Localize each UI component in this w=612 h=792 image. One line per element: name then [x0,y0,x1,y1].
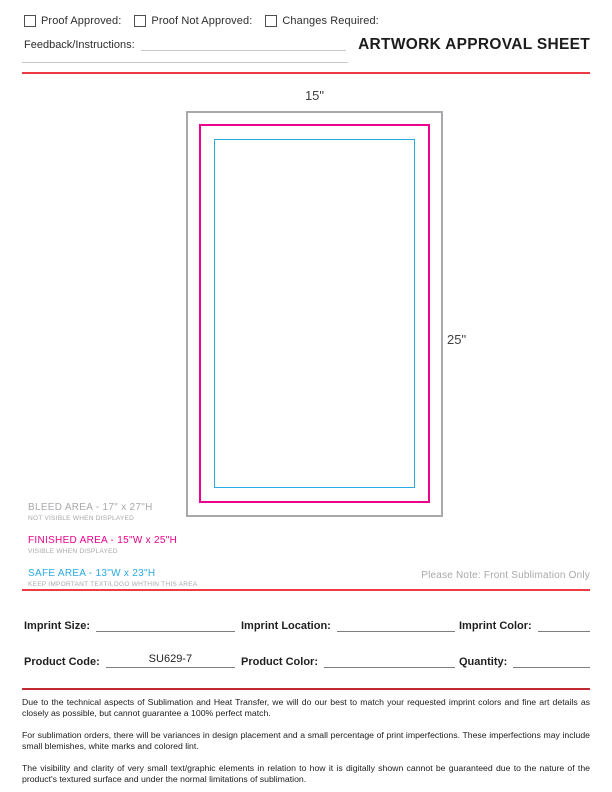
imprint-size-label: Imprint Size: [24,620,91,632]
disclaimer-paragraph-1: Due to the technical aspects of Sublimation and Heat Transfer, we will do our best to match your requested imprint colors and fine art details as closely as possible, but cannot guarantee a 100% perfect match. [22,697,590,718]
imprint-color-field [459,612,590,632]
legend-bleed [28,502,197,522]
bleed-area-rect [186,111,443,517]
imprint-size-input-line[interactable] [96,612,235,632]
sublimation-note: Please Note: Front Sublimation Only [421,570,590,581]
imprint-color-label: Imprint Color: [459,620,532,632]
product-color-field [241,648,455,668]
proof-not-approved-label: Proof Not Approved: [151,15,253,27]
legend-finished-title: FINISHED AREA - 15"W x 25"H [28,535,178,546]
approval-checkbox-row [24,15,379,27]
proof-approved-checkbox[interactable] [24,15,36,27]
imprint-color-input-line[interactable] [538,612,590,632]
proof-approved-group [24,15,121,27]
area-legend [28,502,197,601]
safe-area-rect [214,139,415,488]
quantity-input-line[interactable] [513,648,590,668]
height-dimension-label: 25" [447,332,467,347]
imprint-size-field [24,612,235,632]
product-code-input-line[interactable] [106,648,235,668]
width-dimension-label: 15" [304,88,325,103]
changes-required-label: Changes Required: [282,15,379,27]
proof-not-approved-checkbox[interactable] [134,15,146,27]
product-code-label: Product Code: [24,656,100,668]
legend-finished-subtitle: VISIBLE WHEN DISPLAYED [28,548,118,555]
disclaimer-paragraph-2: For sublimation orders, there will be variances in design placement and a small percentage of print imperfections. These imperfections may include small blemishes, white marks and colored lint. [22,730,590,751]
imprint-location-field [241,612,455,632]
legend-safe-subtitle: KEEP IMPORTANT TEXT/LOGO WHTHIN THIS AREA [28,581,198,588]
proof-not-approved-group [134,15,252,27]
header-divider [22,72,590,74]
page-title: ARTWORK APPROVAL SHEET [358,36,590,53]
changes-required-checkbox[interactable] [265,15,277,27]
disclaimer-section [22,697,590,792]
quantity-field [459,648,590,668]
form-divider [22,589,590,591]
changes-required-group [265,15,378,27]
proof-approved-label: Proof Approved: [41,15,122,27]
feedback-row [24,38,346,51]
legend-bleed-title: BLEED AREA - 17" x 27"H [28,502,153,513]
disclaimer-paragraph-3: The visibility and clarity of very small text/graphic elements in relation to how it is digitally shown cannot be guaranteed due to the nature of the product's textured surface and under the normal limitations of sublimation. [22,763,590,784]
quantity-label: Quantity: [459,656,508,668]
product-code-value: SU629-7 [148,653,193,665]
product-color-label: Product Color: [241,656,318,668]
product-color-input-line[interactable] [324,648,455,668]
imprint-location-label: Imprint Location: [241,620,331,632]
product-code-field [24,648,235,668]
feedback-input-line-1[interactable] [141,38,346,51]
legend-safe-title: SAFE AREA - 13"W x 23"H [28,568,156,579]
feedback-label: Feedback/Instructions: [24,39,135,51]
legend-safe [28,568,197,588]
legend-finished [28,535,197,555]
disclaimer-divider [22,688,590,690]
finished-area-rect [199,124,430,503]
imprint-location-input-line[interactable] [337,612,455,632]
legend-bleed-subtitle: NOT VISIBLE WHEN DISPLAYED [28,515,135,522]
feedback-input-line-2[interactable] [22,62,348,63]
